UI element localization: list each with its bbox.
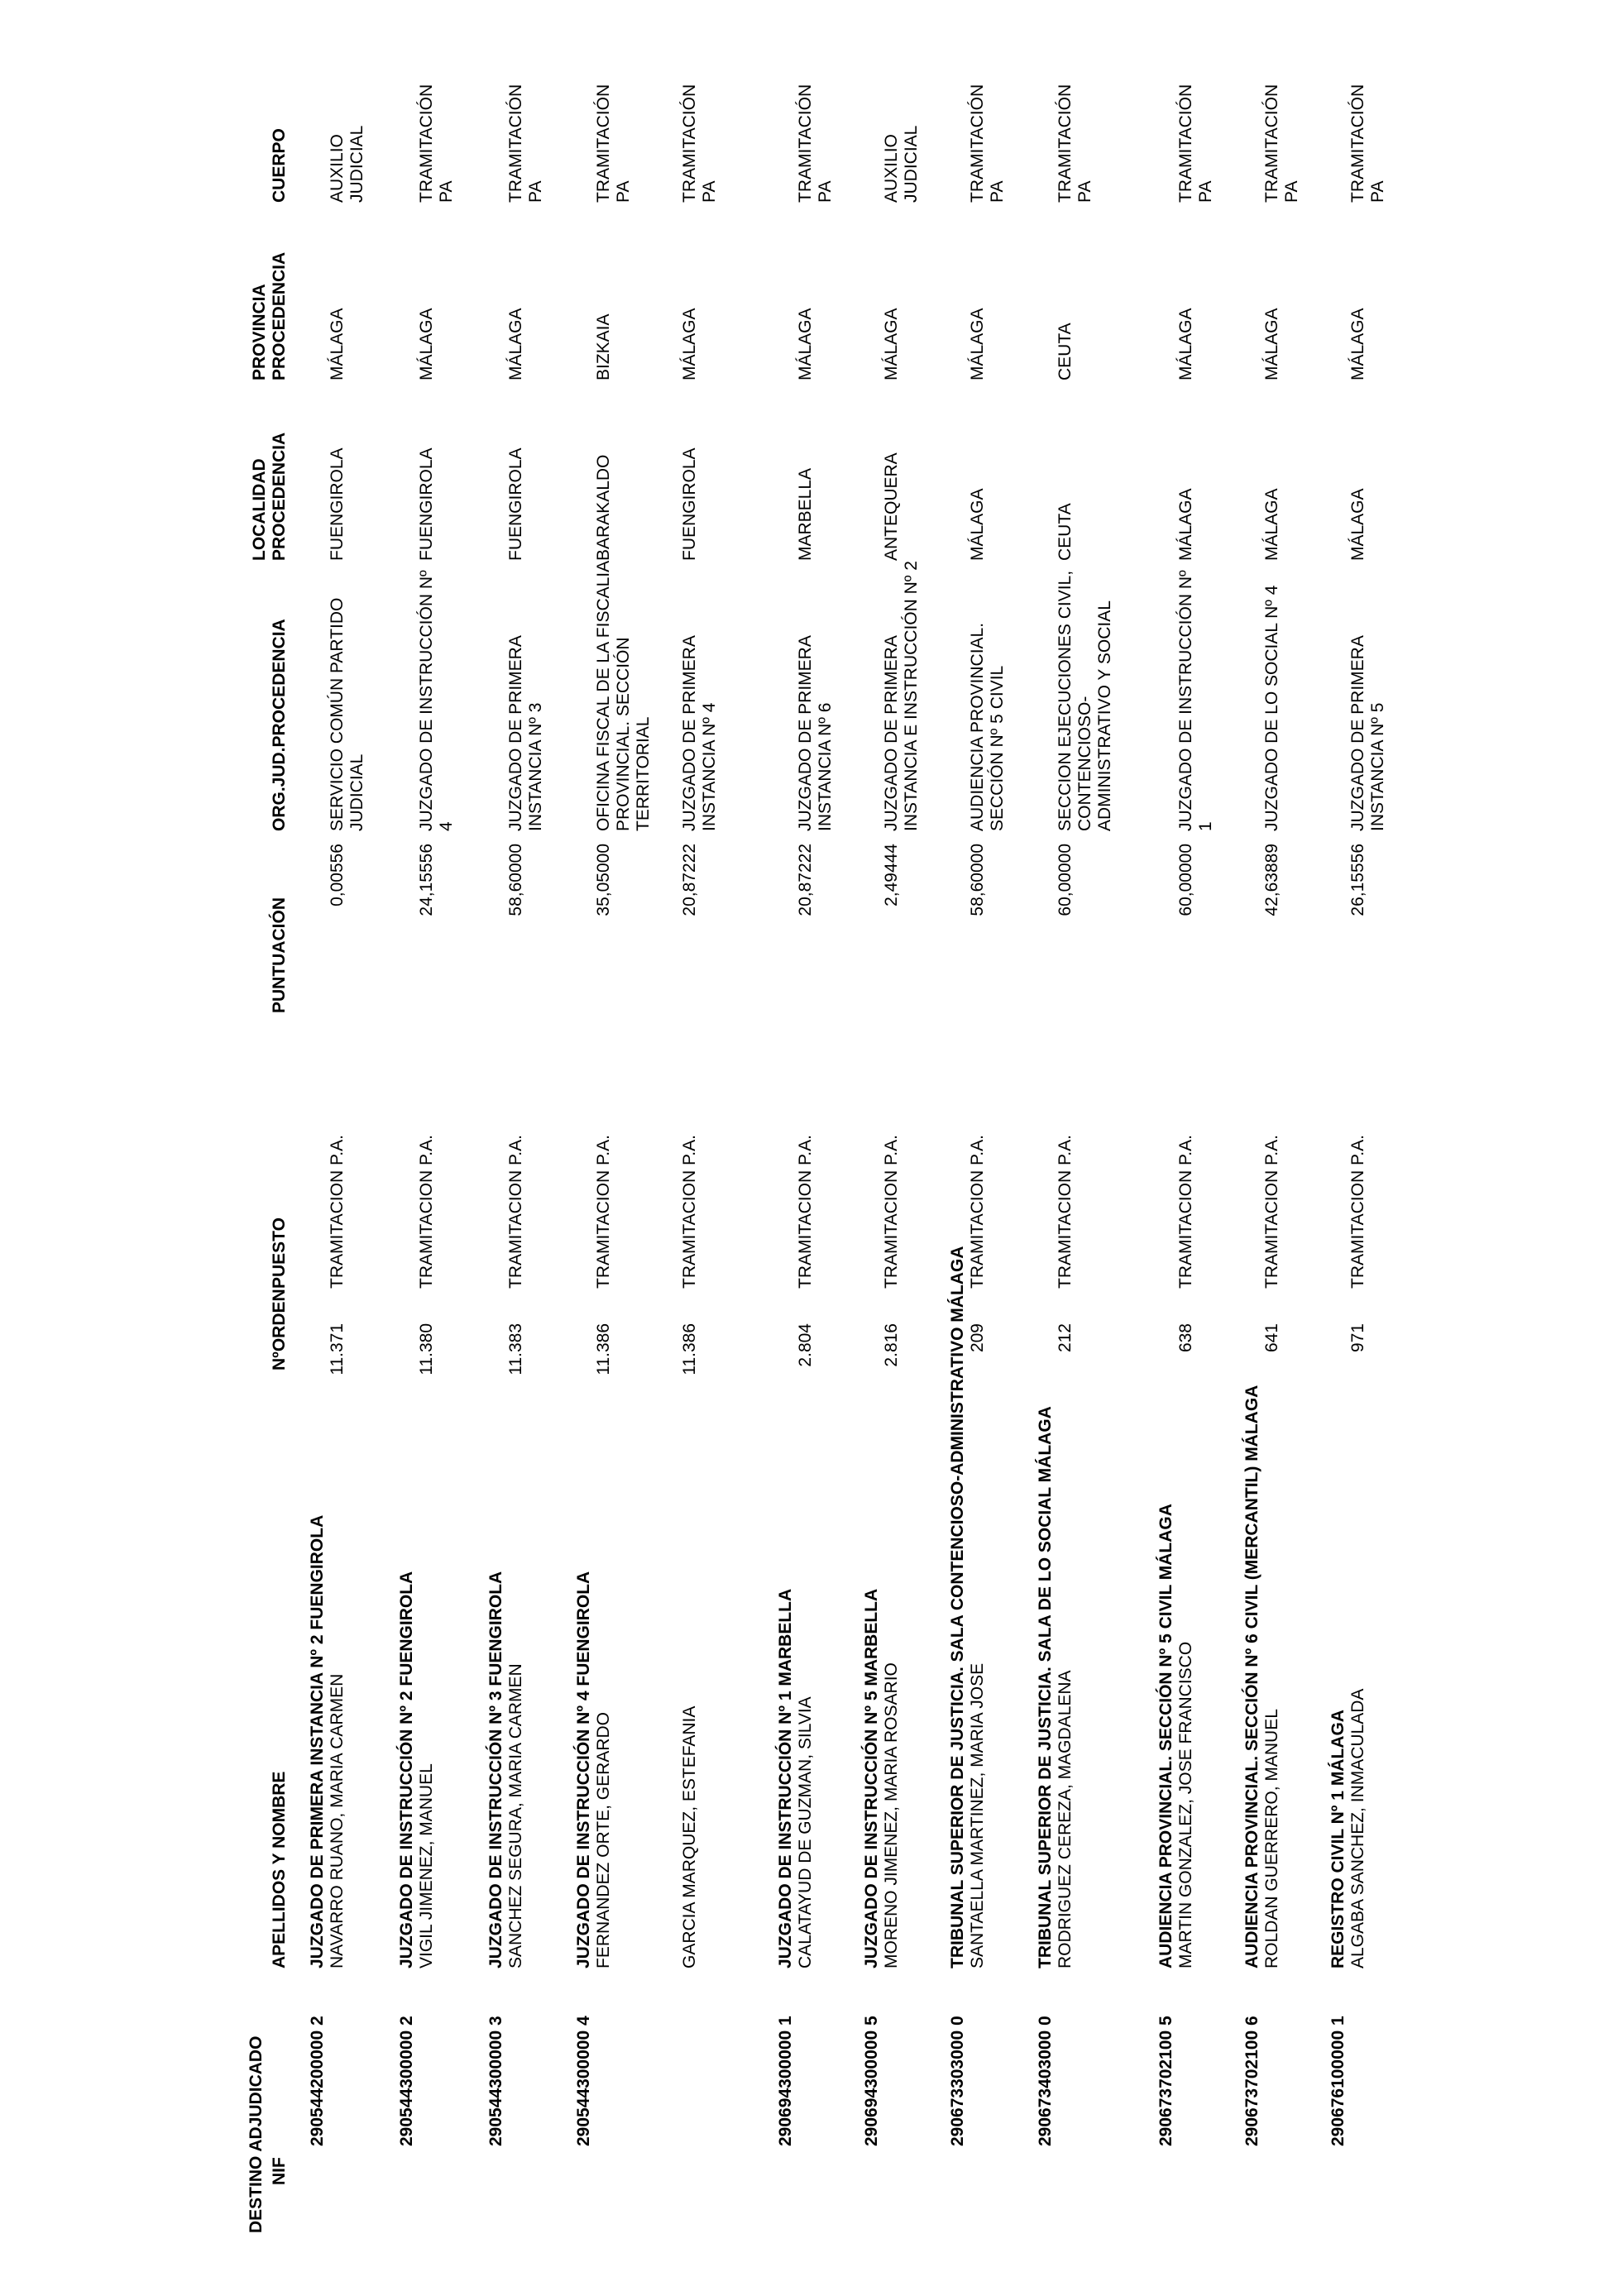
puesto-value: TRAMITACION P.A. xyxy=(882,1135,901,1289)
destino-title: AUDIENCIA PROVINCIAL. SECCIÓN Nº 5 CIVIL MÁLAGA xyxy=(1156,1504,1175,1968)
section-title: DESTINO ADJUDICADO xyxy=(247,2035,266,2233)
org-procedencia-line: TERRITORIAL xyxy=(634,716,653,831)
provincia-value: MÁLAGA xyxy=(328,308,347,380)
org-procedencia-line: INSTANCIA E INSTRUCCIÓN Nº 2 xyxy=(902,561,921,831)
row-nif: 290544300000 4 xyxy=(574,2016,593,2146)
cuerpo-line: PA xyxy=(437,180,456,203)
puntuacion-value: 24,15556 xyxy=(417,844,436,916)
org-procedencia-line: JUZGADO DE PRIMERA xyxy=(506,635,525,831)
cuerpo-line: PA xyxy=(526,180,545,203)
puesto-value: TRAMITACION P.A. xyxy=(968,1135,987,1289)
header-norden: NºORDEN xyxy=(270,1289,289,1370)
localidad-value: MÁLAGA xyxy=(1262,488,1281,561)
provincia-value: MÁLAGA xyxy=(506,308,525,380)
provincia-value: MÁLAGA xyxy=(1262,308,1281,380)
norden-value: 11.386 xyxy=(594,1323,613,1375)
puesto-value: TRAMITACION P.A. xyxy=(1348,1135,1367,1289)
puntuacion-value: 58,60000 xyxy=(968,844,987,916)
destino-title: JUZGADO DE INSTRUCCIÓN Nº 3 FUENGIROLA xyxy=(486,1571,505,1968)
provincia-value: MÁLAGA xyxy=(1348,308,1367,380)
employee-name: SANCHEZ SEGURA, MARIA CARMEN xyxy=(506,1663,525,1968)
localidad-value: MÁLAGA xyxy=(1348,488,1367,561)
norden-value: 11.386 xyxy=(680,1323,699,1375)
header-puntuacion: PUNTUACIÓN xyxy=(270,897,289,1013)
employee-name: ALGABA SANCHEZ, INMACULADA xyxy=(1348,1688,1367,1968)
localidad-value: ANTEQUERA xyxy=(882,452,901,561)
cuerpo-line: PA xyxy=(988,180,1007,203)
org-procedencia-line: JUDICIAL xyxy=(347,753,366,831)
header-puesto: PUESTO xyxy=(270,1217,289,1289)
cuerpo-line: JUDICIAL xyxy=(902,125,921,203)
org-procedencia-line: JUZGADO DE LO SOCIAL Nº 4 xyxy=(1262,585,1281,831)
employee-name: ROLDAN GUERRERO, MANUEL xyxy=(1262,1709,1281,1968)
header-org-jud: ORG.JUD.PROCEDENCIA xyxy=(270,619,289,831)
destino-title: TRIBUNAL SUPERIOR DE JUSTICIA. SALA CONTENCIOSO-ADMINISTRATIVO MÁLAGA xyxy=(948,1246,967,1968)
cuerpo-line: TRAMITACIÓN xyxy=(796,84,815,203)
org-procedencia-line: SECCIÓN Nº 5 CIVIL xyxy=(988,665,1007,831)
org-procedencia-line: AUDIENCIA PROVINCIAL. xyxy=(968,622,987,831)
cuerpo-line: AUXILIO xyxy=(882,134,901,203)
destino-title: AUDIENCIA PROVINCIAL. SECCIÓN Nº 6 CIVIL (MERCANTIL) MÁLAGA xyxy=(1242,1385,1262,1968)
localidad-value: MARBELLA xyxy=(796,467,815,561)
norden-value: 2.816 xyxy=(882,1323,901,1367)
puntuacion-value: 20,87222 xyxy=(680,844,699,916)
employee-name: CALATAYUD DE GUZMAN, SILVIA xyxy=(796,1696,815,1968)
row-nif: 290676100000 1 xyxy=(1329,2016,1348,2146)
cuerpo-line: PA xyxy=(1368,180,1387,203)
org-procedencia-line: ADMINISTRATIVO Y SOCIAL xyxy=(1095,600,1114,831)
row-nif: 290544300000 2 xyxy=(397,2016,416,2146)
provincia-value: MÁLAGA xyxy=(1176,308,1195,380)
puntuacion-value: 60,00000 xyxy=(1176,844,1195,916)
provincia-value: MÁLAGA xyxy=(417,308,436,380)
header-localidad-2: PROCEDENCIA xyxy=(270,432,289,561)
org-procedencia-line: INSTANCIA Nº 6 xyxy=(816,702,835,831)
puesto-value: TRAMITACION P.A. xyxy=(1262,1135,1281,1289)
norden-value: 971 xyxy=(1348,1323,1367,1353)
cuerpo-line: PA xyxy=(614,180,633,203)
employee-name: VIGIL JIMENEZ, MANUEL xyxy=(417,1763,436,1968)
row-nif: 290673702100 5 xyxy=(1156,2016,1175,2146)
cuerpo-line: PA xyxy=(700,180,719,203)
norden-value: 638 xyxy=(1176,1323,1195,1353)
row-nif: 290673303000 0 xyxy=(948,2016,967,2146)
cuerpo-line: TRAMITACIÓN xyxy=(594,84,613,203)
org-procedencia-line: 4 xyxy=(437,821,456,831)
row-nif: 290673702100 6 xyxy=(1242,2016,1262,2146)
cuerpo-line: TRAMITACIÓN xyxy=(1348,84,1367,203)
employee-name: SANTAELLA MARTINEZ, MARIA JOSE xyxy=(968,1662,987,1968)
header-cuerpo: CUERPO xyxy=(270,128,289,203)
provincia-value: MÁLAGA xyxy=(882,308,901,380)
puesto-value: TRAMITACION P.A. xyxy=(1056,1135,1075,1289)
cuerpo-line: JUDICIAL xyxy=(347,125,366,203)
provincia-value: MÁLAGA xyxy=(796,308,815,380)
puntuacion-value: 60,00000 xyxy=(1056,844,1075,916)
localidad-value: FUENGIROLA xyxy=(328,447,347,561)
cuerpo-line: AUXILIO xyxy=(328,134,347,203)
cuerpo-line: TRAMITACIÓN xyxy=(1262,84,1281,203)
row-nif: 290694300000 1 xyxy=(776,2016,795,2146)
rotated-document-page xyxy=(240,66,1623,2233)
puntuacion-value: 20,87222 xyxy=(796,844,815,916)
org-procedencia-line: JUZGADO DE PRIMERA xyxy=(1348,635,1367,831)
org-procedencia-line: OFICINA FISCAL DE LA FISCALIA xyxy=(594,560,613,831)
org-procedencia-line: 1 xyxy=(1196,821,1215,831)
cuerpo-line: TRAMITACIÓN xyxy=(506,84,525,203)
cuerpo-line: PA xyxy=(816,180,835,203)
destino-title: TRIBUNAL SUPERIOR DE JUSTICIA. SALA DE LO SOCIAL MÁLAGA xyxy=(1036,1406,1055,1968)
row-nif: 290673403000 0 xyxy=(1036,2016,1055,2146)
org-procedencia-line: SERVICIO COMÚN PARTIDO xyxy=(328,597,347,831)
puntuacion-value: 58,60000 xyxy=(506,844,525,916)
puesto-value: TRAMITACION P.A. xyxy=(796,1135,815,1289)
localidad-value: FUENGIROLA xyxy=(680,447,699,561)
destino-title: JUZGADO DE INSTRUCCIÓN Nº 1 MARBELLA xyxy=(776,1588,795,1968)
org-procedencia-line: INSTANCIA Nº 5 xyxy=(1368,702,1387,831)
localidad-value: MÁLAGA xyxy=(968,488,987,561)
destino-title: JUZGADO DE INSTRUCCIÓN Nº 2 FUENGIROLA xyxy=(397,1571,416,1968)
localidad-value: FUENGIROLA xyxy=(506,447,525,561)
org-procedencia-line: CONTENCIOSO- xyxy=(1075,696,1094,831)
header-apellidos: APELLIDOS Y NOMBRE xyxy=(270,1771,289,1968)
puntuacion-value: 42,63889 xyxy=(1262,844,1281,916)
puesto-value: TRAMITACION P.A. xyxy=(506,1135,525,1289)
employee-name: NAVARRO RUANO, MARIA CARMEN xyxy=(328,1673,347,1968)
puesto-value: TRAMITACION P.A. xyxy=(328,1135,347,1289)
norden-value: 11.371 xyxy=(328,1323,347,1375)
norden-value: 209 xyxy=(968,1323,987,1353)
destino-title: JUZGADO DE PRIMERA INSTANCIA Nº 2 FUENGIROLA xyxy=(308,1514,327,1968)
norden-value: 11.380 xyxy=(417,1323,436,1375)
org-procedencia-line: JUZGADO DE PRIMERA xyxy=(680,635,699,831)
row-nif: 290544200000 2 xyxy=(308,2016,327,2146)
org-procedencia-line: SECCION EJECUCIONES CIVIL, xyxy=(1056,570,1075,831)
provincia-value: CEUTA xyxy=(1056,323,1075,380)
employee-name: FERNANDEZ ORTE, GERARDO xyxy=(594,1712,613,1968)
puesto-value: TRAMITACION P.A. xyxy=(1176,1135,1195,1289)
puntuacion-value: 35,05000 xyxy=(594,844,613,916)
cuerpo-line: PA xyxy=(1196,180,1215,203)
localidad-value: CEUTA xyxy=(1056,503,1075,561)
provincia-value: MÁLAGA xyxy=(968,308,987,380)
org-procedencia-line: PROVINCIAL. SECCIÓN xyxy=(614,637,633,831)
norden-value: 212 xyxy=(1056,1323,1075,1353)
employee-name: RODRIGUEZ CEREZA, MAGDALENA xyxy=(1056,1670,1075,1968)
destino-title: JUZGADO DE INSTRUCCIÓN Nº 5 MARBELLA xyxy=(862,1588,881,1968)
localidad-value: BARAKALDO xyxy=(594,454,613,561)
org-procedencia-line: JUZGADO DE INSTRUCCIÓN Nº xyxy=(1176,570,1195,831)
cuerpo-line: TRAMITACIÓN xyxy=(680,84,699,203)
org-procedencia-line: JUZGADO DE PRIMERA xyxy=(796,635,815,831)
destino-title: REGISTRO CIVIL Nº 1 MÁLAGA xyxy=(1329,1710,1348,1968)
org-procedencia-line: JUZGADO DE INSTRUCCIÓN Nº xyxy=(417,570,436,831)
provincia-value: BIZKAIA xyxy=(594,313,613,380)
norden-value: 641 xyxy=(1262,1323,1281,1353)
provincia-value: MÁLAGA xyxy=(680,308,699,380)
row-nif: 290694300000 5 xyxy=(862,2016,881,2146)
puesto-value: TRAMITACION P.A. xyxy=(680,1135,699,1289)
row-nif: 290544300000 3 xyxy=(486,2016,505,2146)
norden-value: 2.804 xyxy=(796,1323,815,1367)
header-nif: NIF xyxy=(270,2157,289,2185)
cuerpo-line: PA xyxy=(1282,180,1301,203)
header-provincia-2: PROCEDENCIA xyxy=(270,251,289,380)
org-procedencia-line: INSTANCIA Nº 4 xyxy=(700,702,719,831)
header-provincia-1: PROVINCIA xyxy=(250,284,269,380)
puesto-value: TRAMITACION P.A. xyxy=(594,1135,613,1289)
employee-name: MARTIN GONZALEZ, JOSE FRANCISCO xyxy=(1176,1641,1195,1968)
norden-value: 11.383 xyxy=(506,1323,525,1375)
puesto-value: TRAMITACION P.A. xyxy=(417,1135,436,1289)
employee-name: MORENO JIMENEZ, MARIA ROSARIO xyxy=(882,1662,901,1968)
destino-title: JUZGADO DE INSTRUCCIÓN Nº 4 FUENGIROLA xyxy=(574,1571,593,1968)
header-localidad-1: LOCALIDAD xyxy=(250,458,269,561)
employee-name: GARCIA MARQUEZ, ESTEFANIA xyxy=(680,1705,699,1968)
cuerpo-line: TRAMITACIÓN xyxy=(1056,84,1075,203)
cuerpo-line: TRAMITACIÓN xyxy=(968,84,987,203)
puntuacion-value: 2,49444 xyxy=(882,844,901,906)
localidad-value: FUENGIROLA xyxy=(417,447,436,561)
cuerpo-line: TRAMITACIÓN xyxy=(1176,84,1195,203)
org-procedencia-line: JUZGADO DE PRIMERA xyxy=(882,635,901,831)
localidad-value: MÁLAGA xyxy=(1176,488,1195,561)
cuerpo-line: TRAMITACIÓN xyxy=(417,84,436,203)
org-procedencia-line: INSTANCIA Nº 3 xyxy=(526,702,545,831)
cuerpo-line: PA xyxy=(1075,180,1094,203)
puntuacion-value: 26,15556 xyxy=(1348,844,1367,916)
puntuacion-value: 0,00556 xyxy=(328,844,347,906)
